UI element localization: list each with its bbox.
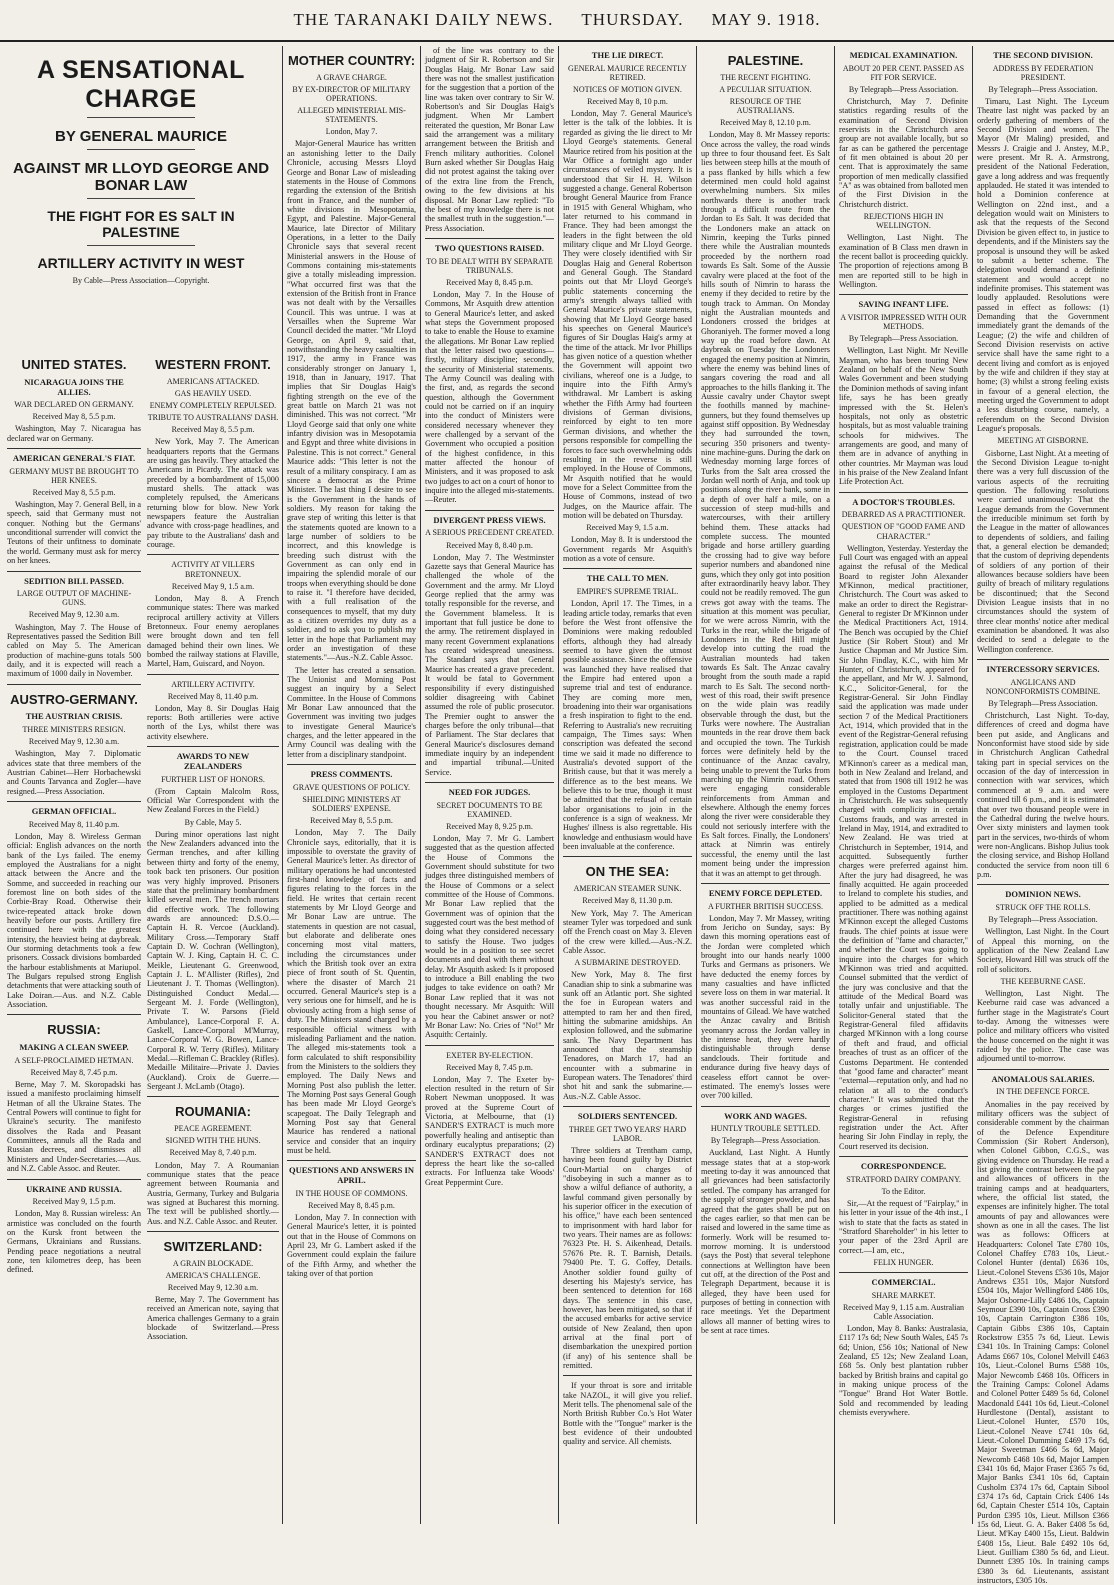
article-body: London, May 7. The Exeter by-election resulted in the return of Sir Robert Newman unopposed. It was proved at the Supreme Court of Victoria, at Melbourne, that (1) SANDER'S EXTRACT is much more powerfully healing and antiseptic than ordinary eucalyptus preparations; (2) SANDER'S EXTRACT does not depress the heart like the so-called extracts. For Influenza take Woods' Great Peppermint Cure.: [425, 1074, 554, 1187]
dateline: Received May 9, 1.5 a.m.: [171, 581, 255, 591]
subhead: SHIELDING MINISTERS AT SOLDIERS' EXPENSE.: [302, 794, 401, 814]
lead-subhead-2: AGAINST MR LLOYD GEORGE AND BONAR LAW: [12, 160, 270, 195]
column-3: [284, 46, 419, 1524]
subhead: THREE GET TWO YEARS' HARD LABOR.: [568, 1124, 687, 1143]
article-body: Christchurch, Last Night. To-day, differences of creed and dogma have been put aside, and Anglicans and Nonconformist have stood side by side in Christchurch Anglican Cathedral taking part in special services on the occasion of the day of intercession in connection with war services, which commenced at 9 a.m. and were continued till 6 p.m., and it is estimated that over two thousand people were in the Cathedral during the twelve hours. Over sixty ministers and laymen took part in the services, two-thirds of whom were non-Anglicans. Bishop Julius took the closing service, and Bishop Holland conducted the service from noon till 6 p.m.: [977, 711, 1109, 879]
intercessory-headline: INTERCESSORY SERVICES.: [986, 664, 1100, 675]
article-body: Wellington, Last Night. The examination of B Class men drawn in the recent ballot is proceeding quickly. The proportion of rejections among B men are reported still to be high in Wellington.: [839, 233, 968, 290]
need-for-judges-headline: NEED FOR JUDGES.: [448, 786, 531, 797]
austria-subhead: THE AUSTRIAN CRISIS.: [25, 711, 123, 722]
dateline: Received May 8, 11.40 p.m.: [28, 819, 120, 829]
article-body: Gisborne, Last Night. At a meeting of the Second Division League to-night there was a very full discussion of the various aspects of the recruiting question. The following resolutions were carried unanimously: That the League demands from the Government the irreducible minimum set forth by the League in the matter of allowances to dependents of soldiers, and failing that, a general election be demanded; that the custom of depriving dependents of soldiers of any portion of their allowances because soldiers have been guilty of breach of military regulations be discontinued; that the Second Division League insists that in no circumstances should the system of three clear months' notice after medical examination be abandoned. It was also decided to send a delegate to the Wellington conference.: [977, 448, 1109, 654]
article-body: London, May 8. A French communique states: There was marked reciprocal artillery activity at Villers Bretonneux. Four enemy aeroplanes were brought down and ten fell damaged behind their own lines. We bombed the railway stations at Flaville, Martel, Ham, Guiscard, and Noyon.: [147, 593, 279, 669]
subhead: ADDRESS BY FEDERATION PRESIDENT.: [992, 63, 1094, 82]
column-rule: [696, 46, 697, 1524]
us-subhead-2: WAR DECLARED ON GERMANY.: [14, 400, 134, 410]
article-body: London, May 8. Russian wireless: An armistice was concluded on the fourth on the Kursk front between the Germans, Ukrainians and Russians. Pending peace negotiations a neutral zone, ten kilometres deep, has been defined.: [7, 1209, 141, 1275]
dateline: Received May 8, 7.45 p.m.: [446, 1062, 533, 1072]
dateline: By Telegraph—Press Association.: [710, 1136, 821, 1146]
article-body: Washington, May 7. Nicaragua has declared war on Germany.: [7, 424, 141, 443]
us-subhead: NICARAGUA JOINS THE ALLIES.: [24, 376, 124, 397]
subhead: QUESTION OF "GOOD FAME AND CHARACTER.": [841, 522, 966, 541]
call-to-men-headline: THE CALL TO MEN.: [586, 573, 669, 584]
dateline: Received May 8, 10 p.m.: [587, 97, 668, 107]
masthead: [0, 0, 1114, 42]
us-headline: UNITED STATES.: [21, 357, 127, 372]
dateline: Received May 9, 12.30 a.m.: [28, 610, 120, 620]
article-body: Wellington, Yesterday. Yesterday the Full Court was engaged with an appeal against the refusal of the Medical Board to register John Alexander M'Kinnon, medical practitioner, Christchurch. The Court was asked to make an order to direct the Registrar-General to register Dr M'Kinnon under the Medical Practitioners Act, 1914. The Bench was occupied by the Chief Justice (Sir Robert Stout) and Mr Justice Chapman and Mr Justice Sim. Sir John Findlay, K.C., with him Mr Hunter, of Christchurch, appeared for the appellant, and Mr W. J. Salmond, K.C., Solicitor-General, for the Registrar-General. Sir John Findlay said the application was made under section 7 of the Medical Practitioners Act, 1914, which provided that in the event of the Registrar-General refusing registration, application could be made to the Court. Counsel traced M'Kinnon's career as a medical man, both in New Zealand and Ireland, and stated that from 1908 till 1912 he was employed in the Customs Department in Christchurch. He was subsequently charged with complicity in certain Customs frauds, and was arrested in Ireland in May, 1914, and extradited to New Zealand. He was tried at Christchurch in September, 1914, and acquitted. Subsequently further charges were preferred against him. After the jury had disagreed, he was finally acquitted. He again proceeded to Ireland to complete his studies, and applied to be admitted as a medical practitioner. There was nothing against M'Kinnon except the alleged Customs frauds. The chief points at issue were the definition of "fame and character," and whether the Court was going to inquire into the charges for which M'Kinnon was tried and acquitted. Counsel submitted that the verdict of the jury was conclusive and that the attitude of the Medical Board was totally unfair and unjustifiable. The Solicitor-General stated that the Registrar-General filed affidavits charged M'Kinnon with a long course of theft and fraud, and official breaches of trust as an officer of the Customs Department. He contended that "good fame and character" meant "external—reputation only, and had no relation at all to the conduct's character." It was submitted that the charges or crimes justified the Registrar-General in refusing registration under the Act. After hearing Sir John Findlay in reply, the Court reserved its decision.: [839, 543, 968, 1151]
signature: FELIX HUNGER.: [873, 1257, 934, 1267]
subhead: ACTIVITY AT VILLERS BRETONNEUX.: [171, 560, 255, 579]
subhead: THE RECENT FIGHTING.: [720, 72, 811, 82]
russia-subhead-2: A SELF-PROCLAIMED HETMAN.: [14, 1055, 134, 1065]
subhead: HUNTLY TROUBLE SETTLED.: [710, 1124, 821, 1134]
subhead: DEBARRED AS A PRACTITIONER.: [841, 510, 966, 520]
fiat-subhead: GERMANY MUST BE BROUGHT TO HER KNEES.: [9, 466, 139, 485]
article-body: Wellington, Last Night. In the Court of Appeal this morning, on the application of the New Zealand Law Society, Howard Hill was struck off the roll of solicitors.: [977, 927, 1109, 974]
article-body: Auckland, Last Night. A Huntly message states that at a stop-work meeting to-day it was announced that all grievances had been satisfactorily settled. The company has arranged for the supply of stronger powder, and has agreed that the gates shall be put on the cages earlier, so that men can be raised and lowered in the same time as formerly. Work will be resumed to-morrow morning. It is understood (says the Post) that several telephone connections at Wellington have been cut off, at the direction of the Post and Telegraph Department, because it is alleged, they have been used for purposes of betting in connection with race meetings. Yet the Department allows all manner of betting wires to be sent at race times.: [701, 1148, 830, 1335]
article-body: Christchurch, May 7. Definite statistics regarding results of the examination of Second Division reservists in the Christchurch area group are not available locally, but so far as can be gathered the percentage of fit men obtained is about 20 per cent. That is approximately the same proportion of men medically classified "A" as was obtained from balloted men of the First Division in the Christchurch district.: [839, 97, 969, 209]
commercial-headline: COMMERCIAL.: [871, 1277, 936, 1288]
column-1: [4, 350, 144, 1524]
article-body: Berne, May 7. The Government has received an American note, saying that America challenges Germany to a grain blockade of Switzerland.—Press Association.: [147, 1295, 279, 1342]
anomalous-salaries-headline: ANOMALOUS SALARIES.: [991, 1073, 1095, 1084]
subhead: AMERICANS ATTACKED.: [166, 376, 260, 386]
dateline: By Cable, May 5.: [184, 817, 242, 827]
dateline: Received May 9, 1.5 p.m.: [32, 1197, 116, 1207]
article-body: London, May 7. A Roumanian communique states that the peace agreement between Roumania and Austria, Germany, Turkey and Bulgaria was signed at Bucharest this morning. The text will be published shortly.—Aus. and N.Z. Cable Assoc. and Reuter.: [147, 1160, 279, 1226]
subhead: A GRAIN BLOCKADE.: [172, 1258, 254, 1268]
article-body: New York, May 8. The first Canadian ship to sink a submarine was sunk off an Atlantic port. She sighted the foe in European waters and attempted to ram her and then fired, hitting the submarine amidships. An explosion followed, and the submarine sank. The Navy Department has announced that the steamship Tenadores, on March 17, had an encounter with a submarine in European waters. The Tenadores' third shot hit and sank the submarine.—Aus.-N.Z. Cable Assoc.: [563, 970, 692, 1101]
subhead: ABOUT 20 PER CENT. PASSED AS FIT FOR SERVICE.: [842, 63, 965, 82]
subhead: A GRAVE CHARGE.: [316, 72, 387, 82]
subhead: PEACE AGREEMENT.: [174, 1124, 252, 1134]
article-body: London, May 7. General Maurice's letter is the talk of the lobbies. It is regarded as giving the lie direct to Mr Lloyd George's statements. General Maurice retired from his position at the War Office a fortnight ago under circumstances of veiled mystery. It is understood that Sir H. H. Wilson suggested a change. General Robertson brought General Maurice from France in 1915 with General Whigham, who later returned to his command in France. They had been amongst the leaders in the fight between the old military clique and Mr Lloyd George. They were closely identified with Sir Douglas Haig and General Robertson and General Gough. The Standard points out that Mr Lloyd George's public statements concerning the army's strength always tallied with General Maurice's private statements, showing that Mr Lloyd George based his speeches on General Maurice's figures of Sir Douglas Haig's army at the time of the attack. Mr Ivor Phillips has given notice of a question whether the Government will appoint two civilians, whereof one is a Judge, to inquire into the Fifth Army's withdrawal. Mr Lambert is asking whether the Fifth Army had fourteen divisions of German divisions, reinforced by eight to ten more German divisions, and whether the persons responsible for compelling the forces to face such overwhelming odds resulting in the reverse is still employed. In the House of Commons, Mr Asquith notified that he would move for a Select Committee from the House of Commons, instead of two Judges, on the Maurice affair. The motion will be debated on Thursday.: [563, 109, 692, 520]
article-body: Timaru, Last Night. The Lyceum Theatre last night was packed by an orderly gathering of members of the Second Division and women. The Mayor (Mr Maling) presided, and Messrs J. Craigie and J. Anstey, M.P., were present. Mr R. A. Armstrong, president of the National Federation, gave a long address and was frequently applauded. He stated it was intended to hold a Dominion conference at Wellington on 22nd inst., and a delegation would wait on Ministers to ask that the requests of the Second Division be given effect to, in justice to dependents, and if the Ministers say the proposal is unsound they will be asked to submit a better scheme. The delegation would demand a definite statement and would accept no indefinite promises. This statement was loudly applauded. Resolutions were passed in effect as follows: (1) Demanding that the Government immediately grant the demands of the League; (2) the wife and children of Second Division reservists on active service shall have the same right to a decent living and comfort as is enjoyed by the wife and children if they stay at home; (3) whilst a strong feeling exists in favour of a general election, the meeting urged the Government to adopt a less disturbing course, namely, a referendum on the Second Division League's proposals.: [977, 97, 1109, 434]
dateline: Received May 8, 5.5 p.m.: [32, 412, 116, 422]
subhead: A FURTHER BRITISH SUCCESS.: [707, 901, 824, 911]
lead-subhead-4: ARTILLERY ACTIVITY IN WEST: [37, 255, 245, 272]
article-body: of the line was contrary to the judgment of Sir R. Robertson and Sir Douglas Haig. Mr Bonar Law said there was not the smallest justification for the suggestion that a portion of the line was taken over contrary to Sir W. Robertson's and Sir Douglas Haig's judgment. When Mr Lambert reiterated the question, Mr Bonar Law said the arrangement was a military arrangement between the British and French military authorities. Colonel Burn asked whether Sir Douglas Haig did not protest against the taking over of the extra line from the French, owing to the few divisions at his disposal. Mr Bonar Law replied: "To the best of my knowledge there is not the smallest truth in the suggestion."—Press Association.: [425, 46, 554, 233]
dateline: By Telegraph—Press Association.: [988, 84, 1098, 94]
column-rule: [834, 46, 835, 1524]
sedition-subhead: LARGE OUTPUT OF MACHINE-GUNS.: [16, 589, 132, 608]
subhead: IN THE DEFENCE FORCE.: [996, 1087, 1090, 1097]
article-body: London, May 8. Wireless German official: English advances on the north bank of the Lys failed. The enemy employed the Australians for a night attack between the Ancre and the Somme, and succeeded in reaching our foremost line on both sides of the Corbie-Bray Road. Otherwise their twice-repeated attack broke down heavily before our posts. Artillery fire continued here with the greatest intensity, the heaviest being at daybreak. Our storming detachments took a few prisoners. Cossack divisions bombarded the harbour establishments at Mariupol. The Bulgars repulsed strong English detachments that were attacking south of Lake Doiran.—Aus. and N.Z. Cable Association.: [7, 831, 141, 1010]
subhead: A SUBMARINE DESTROYED.: [574, 958, 681, 968]
work-and-wages-headline: WORK AND WAGES.: [724, 1110, 807, 1121]
article-body: Three soldiers at Trentham camp, having been found guilty by District Court-Martial on charges of "disobeying in such a manner as to show a wilful defiance of authority, a lawful command given personally by his superior officer in the execution of his office," have each been sentenced to imprisonment with hard labor for two years. Their names are as follows: 76323 Pte. H. S. Aikenhead, Details. 57676 Pte. R. T. Barnish, Details. 79400 Pte. T. G. Coffey, Details. Another soldier found guilty of deserting his Majesty's service, has been sentenced to detention for 168 days. The sentence in this case, however, has been mitigated, so that if the accused embarks for active service outside of New Zealand, then upon arrival at the final port of disembarkation the unexpired portion (if any) of his sentence shall be remitted.: [563, 1146, 692, 1370]
subhead: ALLEGED MINISTERIAL MIS-STATEMENTS.: [297, 106, 406, 125]
enemy-force-headline: ENEMY FORCE DEPLETED.: [708, 887, 823, 898]
subhead: A SERIOUS PRECEDENT CREATED.: [425, 528, 554, 538]
article-body: Sir,—At the request of "Fairplay," in his letter in your issue of the 4th inst., I wish to state that the facts as stated in "Stratford Shareholder" in his letter to your paper of the 23rd April are correct.—I am, etc.,: [839, 1198, 968, 1255]
article-body: Washington, May 7. The House of Representatives passed the Sedition Bill cabled on May 5. The American production of machine-guns totals 500 daily, and it is expected will reach a maximum of 1000 daily in November.: [7, 622, 141, 679]
dateline: Received May 8, 11.40 p.m.: [167, 691, 259, 701]
switzerland-headline: SWITZERLAND:: [163, 1238, 263, 1254]
awards-headline: AWARDS TO NEW ZEALANDERS: [176, 751, 250, 771]
doctors-troubles-headline: A DOCTOR'S TROUBLES.: [852, 496, 955, 507]
column-rule: [972, 46, 973, 1524]
article-body: London, May 7. Mr G. Lambert suggested that as the question affected the House of Commons the Government should substitute for two judges three distinguished members of the House of Commons or a select committee of the House of Commons. Mr Bonar Law replied that the Government was of opinion that the suggested court was the best method of doing what they considered necessary to satisfy the House. Two judges would be in a position to see secret documents and deal with them without delay. Mr Asquith asked: Is it proposed to introduce a Bill enabling the two judges to take evidence on oath? Mr Bonar Law replied that it was not thought necessary. Mr Asquith: Will you hear the Cabinet answer or not? Mr Bonar Law: No. Cries of "No!" Mr Asquith: Certainly.: [425, 833, 554, 1040]
western-front-headline: WESTERN FRONT.: [155, 357, 271, 372]
article-body: London, May 8. It is understood the Government regards Mr Asquith's motion as a vote of censure.: [563, 535, 692, 564]
dateline: Received May 9, 1.5 a.m.: [586, 523, 669, 533]
dateline: By Telegraph—Press Association.: [988, 915, 1098, 925]
saving-infant-life-headline: SAVING INFANT LIFE.: [858, 299, 949, 310]
austria-subhead-2: THREE MINISTERS RESIGN.: [22, 725, 126, 735]
article-body: Berne, May 7. M. Skoropadski has issued a manifesto proclaiming himself Hetman of all the Ukraine States. The Central Powers will continue to fight for Ukraine's security. The manifesto dissolves the Rada and Peasant Committees, annuls all the Rada and Russian decrees, and dismisses all Ministers and Under-Secretaries.—Aus. and N.Z. Cable Assoc. and Reuter.: [7, 1080, 141, 1174]
second-division-headline: THE SECOND DIVISION.: [993, 50, 1093, 60]
dateline: Received May 8, 8.45 p.m.: [446, 277, 533, 287]
subhead: TO BE DEALT WITH BY SEPARATE TRIBUNALS.: [426, 256, 553, 275]
subhead: ARTILLERY ACTIVITY.: [171, 679, 255, 689]
article-body: London, May 7. The Daily Chronicle says, editorially, that it is impossible to overstate the gravity of General Maurice's letter. As director of military operations he had uncontested first-hand knowledge of facts and figures relating to the forces in the field. He writes that certain recent statements by Mr Lloyd George and Mr Bonar Law are untrue. The statements in question are not casual, but elaborate and deliberate ones concerning most vital matters, including the circumstances under which the British took over an extra piece of front south of St. Quentin, where the disaster of March 21 occurred. General Maurice's step is a very serious one for himself, and he is obviously acting from a high sense of duty. The Ministers stand charged by a responsible official witness with misleading Parliament and the nation. The alleged mis-statements took a form calculated to shift responsibility from the Ministers to the soldiers they employed. The Daily News and Morning Post also publish the letter. The Morning Post says General Gough has been made Mr Lloyd George's scapegoat. The Daily Telegraph and Morning Post say that General Maurice has rendered a national service and consider that an inquiry must be held.: [287, 828, 416, 1155]
subhead: ENEMY COMPLETELY REPULSED.: [149, 401, 277, 411]
article-body: Wellington, Last Night. The Keeburne raid case was advanced a further stage in the Magistrate's Court to-day. Among the witnesses were police and military officers who visited the house concerned on the night it was raided by the police. The case was adjourned until to-morrow.: [977, 989, 1109, 1064]
advertisement: If your throat is sore and irritable take NAZOL, it will give you relief. Merit tells. The phenomenal sale of the North British Rubber Co.'s Hot Water Bottle with the "Tongue" marker is the best evidence of their undoubted quality and service. All chemists.: [563, 1381, 692, 1447]
subhead: IN THE HOUSE OF COMMONS.: [295, 1188, 408, 1198]
dateline: By Telegraph—Press Association.: [848, 84, 959, 94]
subhead: SECRET DOCUMENTS TO BE EXAMINED.: [436, 800, 543, 819]
article-body: Washington, May 7. General Bell, in a speech, said that Germany must not conquer. Nothing but the Germans' unconditional surrender will convict the Teutons of their unfitness to dominate the world. Germany must ask for mercy on her knees.: [7, 500, 141, 566]
dateline: Received May 8, 8.40 p.m.: [446, 540, 533, 550]
article-body: New York, May 7. The American headquarters reports that the Germans are using gas heavily. They attacked the Americans in Picardy. The attack was preceded by a bombardment of 15,000 mustard shells. The attack was completely repulsed, the Americans returning blow for blow. New York newspapers feature the Australian advance with cross-page headlines, and pay tribute to the Australians' dash and courage.: [147, 437, 279, 550]
subhead: GENERAL MAURICE RECENTLY RETIRED.: [568, 63, 687, 82]
subhead: SIGNED WITH THE HUNS.: [165, 1136, 261, 1146]
article-body: London, May 7. In connection with General Maurice's letter, it is pointed out that in the House of Commons on April 23, Mr G. Lambert asked if the Government could explain the failure of the Fifth Army, and whether the taking over of that portion: [287, 1212, 416, 1278]
article-body: London, April 17. The Times, in a leading article today, remarks that even before the West front offensive the Dominions were making redoubled efforts, although they had already seemed to have given the utmost possible assistance. Since the offensive was launched they have realised that the Empire had entered upon a supreme trial and test of endurance. They are coming more men, broadening into their war organisations a fresh inspiration to fight to the end. Referring to Australia's new recruiting campaign, The Times says: When conscription was defeated the second time we said it made no difference to Australia's devoted support of the British cause, but that it was merely a difference as to the best means. We believe this to be true, though it must be admitted that the refusal of certain labor organisations to join in the conference is a sign of weakness. Mr Hughes' illness is also regrettable. His knowledge and enthusiasm would have been invaluable at the conference.: [563, 599, 692, 852]
subhead: A PECULIAR SITUATION.: [719, 84, 812, 94]
dateline: Received May 8, 7.45 p.m.: [30, 1067, 118, 1077]
article-body: New York, May 7. The American steamer Tyler was torpedoed and sunk off the French coast on May 3. Eleven of the crew were killed.—Aus.-N.Z. Cable Assoc.: [563, 908, 692, 955]
dateline: Received May 8, 7.40 p.m.: [169, 1148, 257, 1158]
on-the-sea-headline: ON THE SEA:: [585, 864, 670, 880]
masthead-paper-name: THE TARANAKI DAILY NEWS.: [293, 10, 554, 29]
subhead: NOTICES OF MOTION GIVEN.: [573, 84, 682, 94]
subhead: A VISITOR IMPRESSED WITH OUR METHODS.: [840, 313, 967, 332]
german-official-headline: GERMAN OFFICIAL.: [31, 806, 117, 817]
article-body: The letter has created a sensation. The Unionist and Morning Post suggest an inquiry by a Select Committee. In the House of Commons Mr Bonar Law announced that the Government was inviting two judges to investigate General Maurice's charges, and the letter appeared in the Army Council was dealing with the letter from a disciplinary standpoint.: [287, 665, 416, 759]
lead-subhead-1: BY GENERAL MAURICE: [55, 128, 227, 145]
lie-direct-headline: THE LIE DIRECT.: [591, 50, 664, 60]
dateline: Received May 9, 1.15 a.m. Australian Cable Association.: [842, 1302, 965, 1321]
fiat-headline: AMERICAN GENERAL'S FIAT.: [12, 453, 136, 464]
roumania-headline: ROUMANIA:: [175, 1104, 251, 1120]
article-body: London, May 7. The Westminster Gazette says that General Maurice has challenged the whole of the Government and the army. Mr Lloyd George replied that the army was totally responsible for the reverse, and the Government blameless. It is important that full justice be done to the army. The retirement displayed in many recent Government explanations has created widespread uneasiness. The Standard says that General Maurice has created a grave precedent. It would be fatal to Government responsibility if every distinguished soldier disagreeing with Cabinet assumed the role of public prosecutor. The Premier ought to answer the charges before the only tribunal—that of Parliament. The Star declares that General Maurice's disclosures demand immediate inquiry by an independent and impartial tribunal.—United Service.: [425, 552, 554, 777]
lead-headline: A SENSATIONAL CHARGE: [37, 56, 245, 113]
subhead: AMERICA'S CHALLENGE.: [165, 1270, 261, 1280]
article-body: (From Captain Malcolm Ross, Official War Correspondent with the New Zealand Forces in the Field.): [147, 786, 279, 815]
press-comments-headline: PRESS COMMENTS.: [310, 769, 393, 780]
correspondence-headline: CORRESPONDENCE.: [860, 1160, 947, 1171]
salutation: To the Editor.: [881, 1186, 926, 1196]
subhead: REJECTIONS HIGH IN WELLINGTON.: [863, 212, 944, 231]
dateline: Received May 8, 9.25 p.m.: [446, 821, 533, 831]
dateline: By Telegraph—Press Association.: [988, 698, 1098, 708]
subhead: SHARE MARKET.: [871, 1290, 936, 1300]
article-body: London, May 8. Mr Massey reports: Once across the valley, the road winds up three to four thousand feet. Es Salt lies between steep hills at the mouth of a pass flanked by hills which a few determined men could hold against overwhelming numbers. Six miles northwards there is another track through a difficult route from the Jordan to Es Salt. It was decided that the Londoners make an attack on Nimrin, keeping the Turks pinned there while the Australian mounteds proceeded by the northern road towards Es Salt. Some of the Aussie cavalry were placed at the foot of the hills south of Nimrin to harass the enemy if they decided to retire by the tough track to Amman. On Monday night the Australian mounteds and Londoners crossed the bridges at Ghoraniyeh. The former moved a long way up the road before dawn. At daybreak on Tuesday the Londoners engaged the enemy position at Nimrin, where the enemy was behind lines of sangars covering the road and all approaches to the hills flanking it. The Aussie cavalry under Chaytor swept the foothills manned by machine-gunners, but they found themselves up against stiff opposition. By Wednesday they had surrounded the town, securing 350 prisoners and twenty-nine machine-guns. During the dark on Wednesday morning large forces of Turks from the Salt area crossed the Jordan well north of Anja, and took up positions along the river bank, some in a depth of over half a mile, on a succession of steep mud-hills and watercourses, with their artillery behind them. These attacks had complete success. The mounted brigade and horse artillery guarding the crossing had to give way before superior numbers and abandoned nine guns, which they only got into position after extraordinarily heavy labor. They could not be readily removed. The gun crews got away with the teams. The situation at this moment was peculiar, for we were across Nimrin, with the Turks in the rear, while the brigade of Londoners in the Red Hill might develop into cutting the road the Australian mounteds had taken towards Es Salt. The Anzac cavalry brought from the south made a rapid march to Es Salt. The second north-west of this road, their swift presence on the wide plain was readily observable through the dust, but the Turks were nowhere. The Australian mounteds in the rear drove them back and occupied the town. The Turkish forces were definitely held by the continuance of the Anzac cavalry, being unable to prevent the Turks from marching up the Nimrin road. Others were engaging considerable reinforcements from Amman and elsewhere. Although the enemy forces along the river were considerable they could not seriously interfere with the Es Salt forces. Finally, the Londoners' attack at Nimrin was entirely successful, the enemy until the last moment being under the impression that it was an attempt to get through.: [701, 130, 830, 878]
subhead: AMERICAN STEAMER SUNK.: [573, 884, 682, 894]
subhead: RESOURCE OF THE AUSTRALIANS.: [729, 97, 802, 116]
dateline: Received May 8, 8.45 p.m.: [308, 1200, 395, 1210]
lead-byline: By Cable—Press Association—Copyright.: [72, 276, 210, 286]
subhead: ANGLICANS AND NONCONFORMISTS COMBINE.: [985, 677, 1101, 696]
dateline: London, May 7.: [325, 127, 378, 137]
column-rule: [282, 46, 283, 1524]
sedition-headline: SEDITION BILL PASSED.: [24, 575, 124, 586]
subhead: EXETER BY-ELECTION.: [446, 1050, 533, 1060]
article-body: Anomalies in the pay received by military officers was the subject of considerable comment by the chairman of the Defence Expenditure Commission (Sir Robert Anderson), when Colonel Gibbon, C.G.S., was giving evidence on Thursday. He read a list giving the contrast between the pay and allowances of officers in the training camps and at headquarters, where, the official list stated, the expenses are infinitely higher. The total amounts of pay and allowances were shown as one in all the cases. The list was as follows: Officers at Headquarters: Colonel Tate £780 10s, Colonel Chaffey £783 10s, Lieut.-Colonel Hunter (dental) £636 10s, Lieut.-Colonel Stevens £536 10s, Major Andrews £351 10s, Major Nutsford £504 10s, Major Wellingford £486 10s, Major Osborne-Lilly £486 10s, Captain Seymour £390 10s, Captain Cross £390 10s, Captain Carrington £386 10s, Captain Gibbs £386 10s, Captain Rockstrow £355 7s 6d, Lieut. Lewis £341 10s. In Training Camps: Colonel Adams £667 10s, Colonel Melvill £463 10s, Lieut.-Colonel Burns £588 10s, Major Newcomb £468 10s. Officers in the Training Camps: Colonel Adams and Colonel Potter £489 5s 6d, Colonel Macdonald £441 10s 6d, Lieut.-Colonel Hurdlestone (Dental), assistant to Lieut.-Colonel Hunter, £570 10s, Lieut.-Colonel Neave £741 10s 6d, Lieut.-Colonel Dumming £469 17s 6d, Major Sweetman £466 5s 6d, Major Newcomb £468 10s 6d, Major Lampen £341 10s 6d, Major Fraser £365 7s 6d, Major Banks £341 10s 6d, Captain Cusholm £374 17s 6d, Captain Sibool £374 17s 6d, Captain Crick £406 14s 6d, Captain Chester £514 10s, Captain Purdon £395 10s, Lieut. Millson £366 15s 6d, Lieut. G. A. Baker £408 5s 6d, Lieut. M'Kay £400 15s, Lieut. Baldwin £408 15s, Lieut. Bale £492 10s 6d, Lieut. Guilliam £380 5s 6d, and Lieut. Dunnett £395 10s. In training camps £380 3s 6d. Lieutenants, assistant instructors, £305 10s.: [977, 1099, 1109, 1585]
article-body: Major-General Maurice has written an astonishing letter to the Daily Chronicle, accusing Messrs Lloyd George and Bonar Law of misleading statements in the House of Commons regarding the extension of the British front in France, and the number of white divisions in Mesopotamia, Egypt, and Palestine. Major-General Maurice, late Director of Military Operations, in a letter to the Daily Chronicle says that several recent Ministerial answers in the House of Commons containing mis-statements give a totally misleading impression. "What occurred first was that the extension of the British front in France was not dealt with by the Versailles Council. This was untrue. I was at Versailles when the Supreme War Council decided the matter. "Mr Lloyd George, on April 9, said that, notwithstanding the heavy casualties in 1917, the army in France was considerably stronger on January 1, 1918, than in January, 1917. That implies that Sir Douglas Haig's fighting strength on the eve of the great battle on March 21 was not diminished. This was not correct. "Mr Lloyd George said that only one white infantry division was in Mesopotamia and Egypt and three white divisions in Palestine. This is not correct." General Maurice adds: "This letter is not the result of a military conspiracy. I am as sincere a democrat as the Prime Minister. The last thing I desire to see is the Government in the hands of soldiers. My reason for taking the grave step of writing this letter is that the statements quoted are known to a large number of soldiers to be incorrect, and this knowledge is breeding such distrust with the Government as can only end in impairing the splendid morale of our troops when everything should be done to raise it. "I therefore have decided, with a full realisation of the consequences to myself, that my duty as a citizen overrides my duty as a soldier, and to ask you to publish my letter in the hope that Parliament may order an investigation of these statements."—Aus.-N.Z. Cable Assoc.: [287, 139, 416, 663]
lead-subhead-3: THE FIGHT FOR ES SALT IN PALESTINE: [47, 208, 235, 241]
russia-headline: RUSSIA:: [47, 1022, 101, 1038]
column-8: [974, 46, 1112, 1585]
questions-headline: QUESTIONS AND ANSWERS IN APRIL.: [289, 1165, 414, 1185]
divergent-views-headline: DIVERGENT PRESS VIEWS.: [433, 514, 546, 525]
subhead: FURTHER LIST OF HONORS.: [161, 774, 265, 784]
dominion-news-headline: DOMINION NEWS.: [1005, 889, 1081, 900]
subhead: GAS HEAVILY USED.: [174, 388, 252, 398]
dateline: Received May 8, 11.30 p.m.: [582, 896, 673, 906]
article-body: During minor operations last night the New Zealanders advanced into the German trenches, and after killing between thirty and forty of the enemy, took back ten prisoners. Our position was very highly improved. Prisoners state that the preliminary bombardment killed several men. The trench mortars did effective work. The following awards are announced: D.S.O.—Captain H. R. Vercoe (Auckland). Military Cross.—Temporary Staff Captain D. W. Cochran (Wellington), Captain W. J. King, Captain H. C. C. Meikle, Lieutenant G. Greenwood, Captain J. L. M'Allister (Rifles), 2nd Lieutenant J. T. Thomas (Wellington). Distinguished Conduct Medal.—Sergeant M. J. Forde (Wellington), Private T. W. Parsons (Field Ambulance), Lance-Corporal F. A. Gaskell, Lance-Corporal M'Murray, Lance-Corporal W. G. Bowen, Lance-Corporal R. W. Terry (Rifles). Military Medal.—Rifleman C. Brackley (Rifles). Medaille Militaire—Private J. Davies (Auckland). Croix de Guerre.—Sergeant J. McLamb (Otago).: [147, 829, 279, 1092]
palestine-headline: PALESTINE.: [727, 53, 804, 68]
ukraine-headline: UKRAINE AND RUSSIA.: [26, 1183, 122, 1194]
mother-country-headline: MOTHER COUNTRY:: [287, 53, 416, 68]
subhead: MEETING AT GISBORNE.: [997, 436, 1089, 446]
masthead-day: THURSDAY.: [581, 10, 684, 29]
subhead: BY EX-DIRECTOR OF MILITARY OPERATIONS.: [292, 84, 411, 104]
column-4: [422, 46, 557, 1524]
subhead: GRAVE QUESTIONS OF POLICY.: [292, 782, 411, 792]
article-body: London, May 8. Sir Douglas Haig reports: Both artilleries were active north of the Lys, whilst there was activity elsewhere.: [147, 703, 279, 741]
dateline: Received May 8, 12.10 p.m.: [720, 118, 811, 128]
medical-exam-headline: MEDICAL EXAMINATION.: [849, 50, 958, 60]
dateline: Received May 9, 12.30 a.m.: [167, 1282, 259, 1292]
column-5: [560, 46, 695, 1524]
column-7: [836, 46, 971, 1524]
article-body: London, May 7. Mr Massey, writing from Jericho on Sunday, says: By dawn this morning operations east of the Jordan were completed which brought into our hands nearly 1000 Turks and Germans as prisoners. We have deducted the enemy forces by many casualties and have inflicted severe loss on them in war material. It was another successful raid in the mountains of Gilead. We have watched the Anzac cavalry and British yeomanry across the Jordan valley in the intense heat, they were hardly distinguishable through dense sandclouds. Their fortitude and endurance during five heavy days of ceaseless effort cannot be over-estimated. The enemy's losses were over 700 killed.: [701, 913, 830, 1101]
column-rule: [558, 46, 559, 1524]
soldiers-sentenced-headline: SOLDIERS SENTENCED.: [577, 1111, 678, 1122]
subhead: TRIBUTE TO AUSTRALIANS' DASH.: [147, 413, 279, 423]
masthead-date: MAY 9. 1918.: [711, 10, 821, 29]
column-6: [698, 46, 833, 1524]
article-body: Wellington, Last Night. Mr Neville Mayman, who has been touring New Zealand on behalf of the New South Wales Government and been studying the Dominion methods of saving infant life, says he has been greatly impressed with the St. Helen's hospitals, not only as obstetric hospitals, but as most valuable training schools for midwives. The arrangements are good, and many of them are in advance of anything in other countries. Mr Mayman was loud in his praise of the New Zealand Infant Life Protection Act.: [839, 346, 968, 487]
article-body: London, May 8. Banks: Australasia, £117 17s 6d; New South Wales, £45 7s 6d; Union, £56 10s; National of New Zealand, £5 12s; New Zealand Loan, £68 5s. Only best plantation rubber backed by British brains and capital go in making unique process of the "Tongue" Brand Hot Water Bottle. Sold and recommended by leading chemists everywhere.: [839, 1324, 968, 1418]
two-questions-headline: TWO QUESTIONS RAISED.: [435, 242, 544, 253]
dateline: Received May 8, 5.5 p.m.: [171, 425, 255, 435]
subhead: THE KEEBURNE CASE.: [1000, 976, 1086, 986]
dateline: Received May 8, 5.5 p.m.: [32, 488, 116, 497]
lead-headline-block: [4, 46, 278, 346]
subhead: STRATFORD DAIRY COMPANY.: [846, 1174, 961, 1184]
subhead: STRUCK OFF THE ROLLS.: [995, 902, 1091, 912]
column-rule: [420, 46, 421, 1524]
dateline: By Telegraph—Press Association.: [848, 334, 959, 344]
article-body: Washington, May 7. Diplomatic advices state that three members of the Austrian Cabinet—Herr Horbachewski and Counts Tarvanca and Zogler—have resigned.—Press Association.: [7, 749, 141, 796]
dateline: Received May 9, 12.30 a.m.: [28, 737, 120, 747]
subhead: EMPIRE'S SUPREME TRIAL.: [576, 587, 679, 597]
russia-subhead: MAKING A CLEAN SWEEP.: [19, 1042, 129, 1053]
article-body: London, May 7. In the House of Commons, Mr Asquith drew attention to General Maurice's letter, and asked what steps the Government proposed to take to enable the House to examine the allegations. Mr Bonar Law replied that the letter raised two questions—firstly, military discipline; secondly, the security of Ministerial statements. The Army Council was dealing with the first, and, as regards the second question, although the Government could not be carried on if an inquiry into the conduct of Ministers were considered necessary whenever they were challenged by a servant of the Government who occupied a position of the highest confidence, in this matter affected the honour of Ministers, and it was proposed to ask two judges to act on a court of honor to inquire into the alleged mis-statements.—Reuter.: [425, 289, 554, 505]
column-2: [144, 350, 282, 1524]
dateline: Received May 8, 5.5 p.m.: [310, 816, 393, 826]
austro-germany-headline: AUSTRO-GERMANY.: [10, 691, 138, 707]
